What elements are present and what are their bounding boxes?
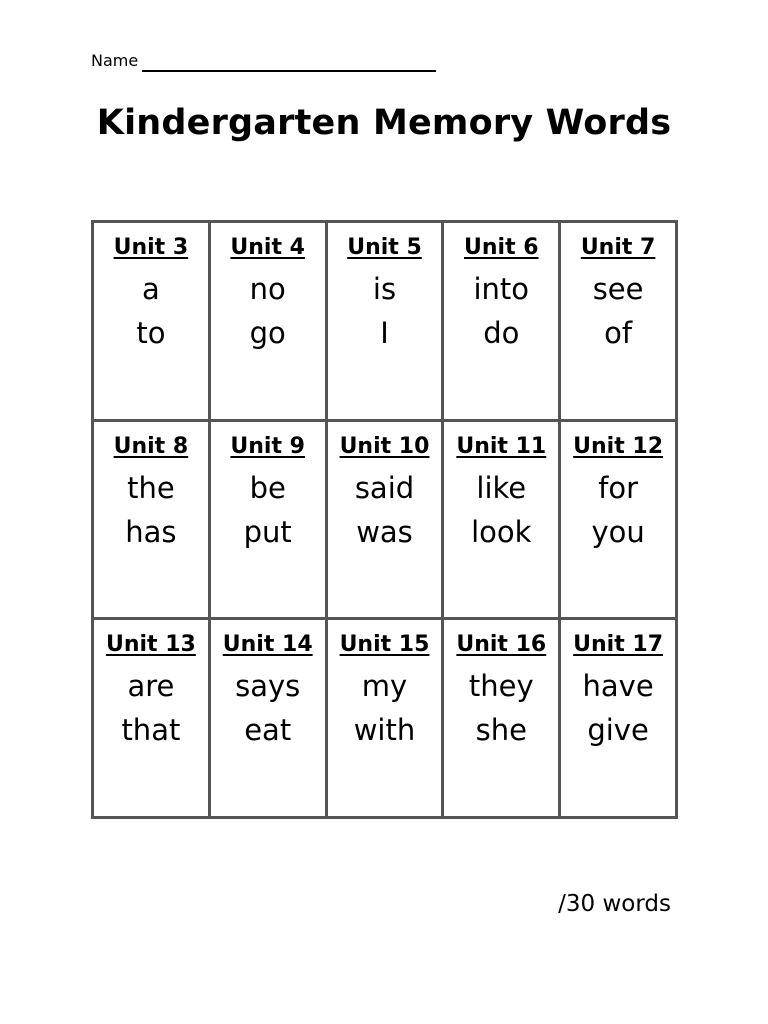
score-total: /30 words xyxy=(558,891,671,917)
memory-word: a xyxy=(142,272,160,306)
unit-label: Unit 14 xyxy=(222,632,313,658)
name-label: Name xyxy=(91,51,139,70)
unit-cell xyxy=(444,620,558,816)
unit-label: Unit 12 xyxy=(573,433,664,459)
memory-word: of xyxy=(604,316,633,350)
memory-word: I xyxy=(380,316,389,350)
memory-word: have xyxy=(582,669,654,704)
unit-cell xyxy=(94,620,208,816)
memory-word: like xyxy=(476,470,527,505)
memory-word: give xyxy=(587,713,649,748)
name-field xyxy=(91,50,436,72)
unit-cell xyxy=(211,620,325,816)
unit-label: Unit 17 xyxy=(573,632,664,658)
unit-label: Unit 8 xyxy=(113,433,189,459)
memory-word: go xyxy=(249,316,286,350)
memory-word: said xyxy=(354,470,415,505)
unit-label: Unit 5 xyxy=(347,235,422,260)
unit-cell xyxy=(328,620,442,816)
memory-word: look xyxy=(471,514,532,549)
unit-cell xyxy=(211,422,325,618)
unit-label: Unit 16 xyxy=(456,632,547,658)
memory-word: is xyxy=(372,272,397,306)
name-blank-line[interactable] xyxy=(142,52,436,72)
unit-label: Unit 15 xyxy=(339,632,430,658)
unit-cell xyxy=(561,223,675,419)
memory-word: they xyxy=(468,669,534,704)
memory-word: that xyxy=(121,713,181,748)
unit-cell xyxy=(328,422,442,618)
unit-label: Unit 13 xyxy=(105,632,196,658)
memory-word: no xyxy=(249,272,286,306)
unit-label: Unit 4 xyxy=(230,235,305,260)
unit-label: Unit 10 xyxy=(339,433,430,459)
unit-cell xyxy=(444,223,558,419)
unit-label: Unit 7 xyxy=(580,235,656,260)
unit-cell xyxy=(444,422,558,618)
memory-word: my xyxy=(361,669,408,704)
memory-word: eat xyxy=(244,713,292,748)
unit-cell xyxy=(94,223,208,419)
memory-word: are xyxy=(127,669,175,704)
unit-cell xyxy=(561,422,675,618)
memory-word: into xyxy=(473,272,530,306)
unit-label: Unit 6 xyxy=(464,235,539,260)
unit-cell xyxy=(561,620,675,816)
unit-label: Unit 9 xyxy=(230,433,305,459)
unit-cell xyxy=(328,223,442,419)
memory-word: you xyxy=(591,514,645,549)
unit-cell xyxy=(211,223,325,419)
memory-word: be xyxy=(249,470,286,505)
memory-word: was xyxy=(356,514,413,549)
memory-word: she xyxy=(475,713,527,748)
memory-word: see xyxy=(592,272,644,306)
memory-words-grid xyxy=(91,220,678,819)
unit-label: Unit 11 xyxy=(456,433,547,459)
memory-word: to xyxy=(136,316,166,350)
memory-word: with xyxy=(353,713,416,748)
memory-word: the xyxy=(127,470,175,505)
memory-word: has xyxy=(125,514,177,549)
unit-cell xyxy=(94,422,208,618)
unit-label: Unit 3 xyxy=(113,235,189,260)
memory-word: do xyxy=(483,316,520,350)
page-title: Kindergarten Memory Words xyxy=(96,103,672,143)
memory-word: for xyxy=(598,470,639,505)
memory-word: put xyxy=(243,514,292,549)
memory-word: says xyxy=(235,669,301,704)
